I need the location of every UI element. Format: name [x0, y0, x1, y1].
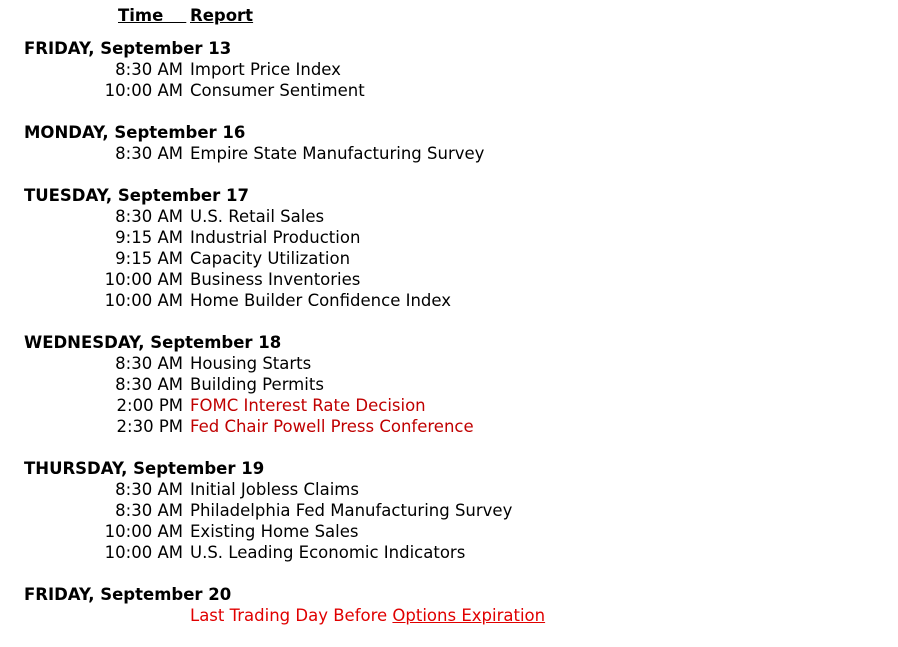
event-time: 2:30 PM	[116, 417, 183, 436]
event-time: 8:30 AM	[115, 375, 183, 394]
event-report	[190, 80, 365, 101]
report-text: Capacity Utilization	[190, 249, 351, 268]
day-title: FRIDAY, September 20	[24, 585, 232, 604]
event-report	[190, 395, 426, 416]
report-text: Housing Starts	[190, 354, 312, 373]
event-report	[190, 479, 359, 500]
options-expiration-link[interactable]: Options Expiration	[392, 606, 546, 625]
event-report	[190, 227, 360, 248]
event-row	[0, 143, 898, 164]
event-report	[190, 248, 350, 269]
day-block	[0, 458, 898, 563]
event-time: 9:15 AM	[115, 228, 183, 247]
report-text: Fed Chair Powell Press Conference	[190, 417, 474, 436]
event-time: 8:30 AM	[115, 480, 183, 499]
report-text: Business Inventories	[190, 270, 361, 289]
event-report	[190, 542, 465, 563]
report-text: U.S. Retail Sales	[190, 207, 325, 226]
event-time: 10:00 AM	[104, 291, 183, 310]
event-time: 10:00 AM	[104, 522, 183, 541]
report-text: Consumer Sentiment	[190, 81, 365, 100]
event-row	[0, 80, 898, 101]
report-column-header: Report	[190, 6, 254, 25]
event-row	[0, 248, 898, 269]
report-text: Last Trading Day Before	[190, 606, 393, 625]
event-row	[0, 521, 898, 542]
event-time: 10:00 AM	[104, 270, 183, 289]
event-time: 10:00 AM	[104, 543, 183, 562]
event-report	[190, 605, 545, 626]
day-title: TUESDAY, September 17	[24, 186, 249, 205]
report-text: Philadelphia Fed Manufacturing Survey	[190, 501, 513, 520]
report-text: Existing Home Sales	[190, 522, 359, 541]
event-row	[0, 353, 898, 374]
event-row	[0, 416, 898, 437]
event-row	[0, 59, 898, 80]
event-report	[190, 143, 484, 164]
event-row	[0, 269, 898, 290]
event-row	[0, 227, 898, 248]
event-report	[190, 59, 341, 80]
report-text: Import Price Index	[190, 60, 341, 79]
day-title: THURSDAY, September 19	[24, 459, 265, 478]
event-row	[0, 395, 898, 416]
report-text: Initial Jobless Claims	[190, 480, 359, 499]
day-title: WEDNESDAY, September 18	[24, 333, 282, 352]
day-title: FRIDAY, September 13	[24, 39, 232, 58]
event-report	[190, 500, 512, 521]
event-time: 8:30 AM	[115, 207, 183, 226]
event-time: 2:00 PM	[116, 396, 183, 415]
event-report	[190, 269, 360, 290]
report-text: FOMC Interest Rate Decision	[190, 396, 426, 415]
event-report	[190, 374, 324, 395]
event-time: 8:30 AM	[115, 144, 183, 163]
event-report	[190, 521, 359, 542]
day-title: MONDAY, September 16	[24, 123, 246, 142]
report-text: U.S. Leading Economic Indicators	[190, 543, 466, 562]
event-report	[190, 353, 311, 374]
event-report	[190, 206, 324, 227]
report-text: Empire State Manufacturing Survey	[190, 144, 485, 163]
report-text: Building Permits	[190, 375, 324, 394]
event-row	[0, 374, 898, 395]
event-row	[0, 500, 898, 521]
day-block	[0, 584, 898, 626]
event-time: 10:00 AM	[104, 81, 183, 100]
event-time: 8:30 AM	[115, 60, 183, 79]
economic-calendar-schedule	[0, 38, 898, 647]
time-column-header: Time	[118, 6, 187, 25]
day-block	[0, 38, 898, 101]
event-row	[0, 542, 898, 563]
event-report	[190, 416, 474, 437]
column-header-row	[0, 6, 898, 28]
event-row	[0, 206, 898, 227]
event-row	[0, 479, 898, 500]
report-text: Home Builder Confidence Index	[190, 291, 452, 310]
day-block	[0, 122, 898, 164]
event-time: 9:15 AM	[115, 249, 183, 268]
day-block	[0, 185, 898, 311]
event-row	[0, 290, 898, 311]
event-time: 8:30 AM	[115, 501, 183, 520]
event-report	[190, 290, 451, 311]
event-row	[0, 605, 898, 626]
day-block	[0, 332, 898, 437]
event-time: 8:30 AM	[115, 354, 183, 373]
report-text: Industrial Production	[190, 228, 361, 247]
